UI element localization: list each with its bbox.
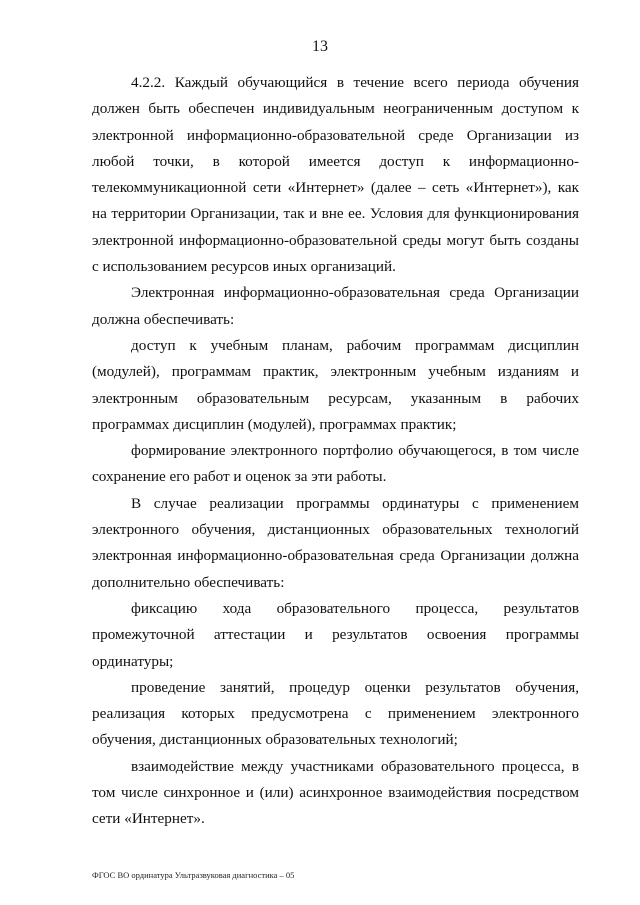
paragraph-interaction: взаимодействие между участниками образовательного процесса, в том числе синхронное и (или) асинхронное взаимодействия посредством сети «Интернет». bbox=[92, 757, 579, 828]
paragraph-access-to-plans: доступ к учебным планам, рабочим программам дисциплин (модулей), программам практик, электронным учебным изданиям и электронным образовательным ресурсам, указанным в рабочих программах дисциплин (модулей), программах практик; bbox=[92, 336, 579, 433]
paragraph-portfolio: формирование электронного портфолио обучающегося, в том числе сохранение его работ и оценок за эти работы. bbox=[92, 442, 579, 486]
page-number: 13 bbox=[312, 38, 328, 55]
paragraph-4-2-2: 4.2.2. Каждый обучающийся в течение всего периода обучения должен быть обеспечен индивидуальным неограниченным доступом к электронной информационно-образовательной среде Организации из любой точки, в которой имеется доступ к информационно-телекоммуникационной сети «Интернет» (далее – сеть «Интернет»), как на территории Организации, так и вне ее. Условия для функционирования электронной информационно-образовательной среды могут быть созданы с использованием ресурсов иных организаций. bbox=[92, 74, 579, 276]
paragraph-environment-intro: Электронная информационно-образовательная среда Организации должна обеспечивать: bbox=[92, 284, 579, 328]
paragraph-fixation: фиксацию хода образовательного процесса, результатов промежуточной аттестации и результатов освоения программы ординатуры; bbox=[92, 599, 579, 670]
page-footer: ФГОС ВО ординатура Ультразвуковая диагностика – 05 bbox=[92, 870, 295, 880]
paragraph-classes: проведение занятий, процедур оценки результатов обучения, реализация которых предусмотрена с применением электронного обучения, дистанционных образовательных технологий; bbox=[92, 678, 579, 749]
document-body bbox=[92, 70, 579, 833]
paragraph-e-learning-case: В случае реализации программы ординатуры с применением электронного обучения, дистанционных образовательных технологий электронная информационно-образовательная среда Организации должна дополнительно обеспечивать: bbox=[92, 494, 579, 591]
